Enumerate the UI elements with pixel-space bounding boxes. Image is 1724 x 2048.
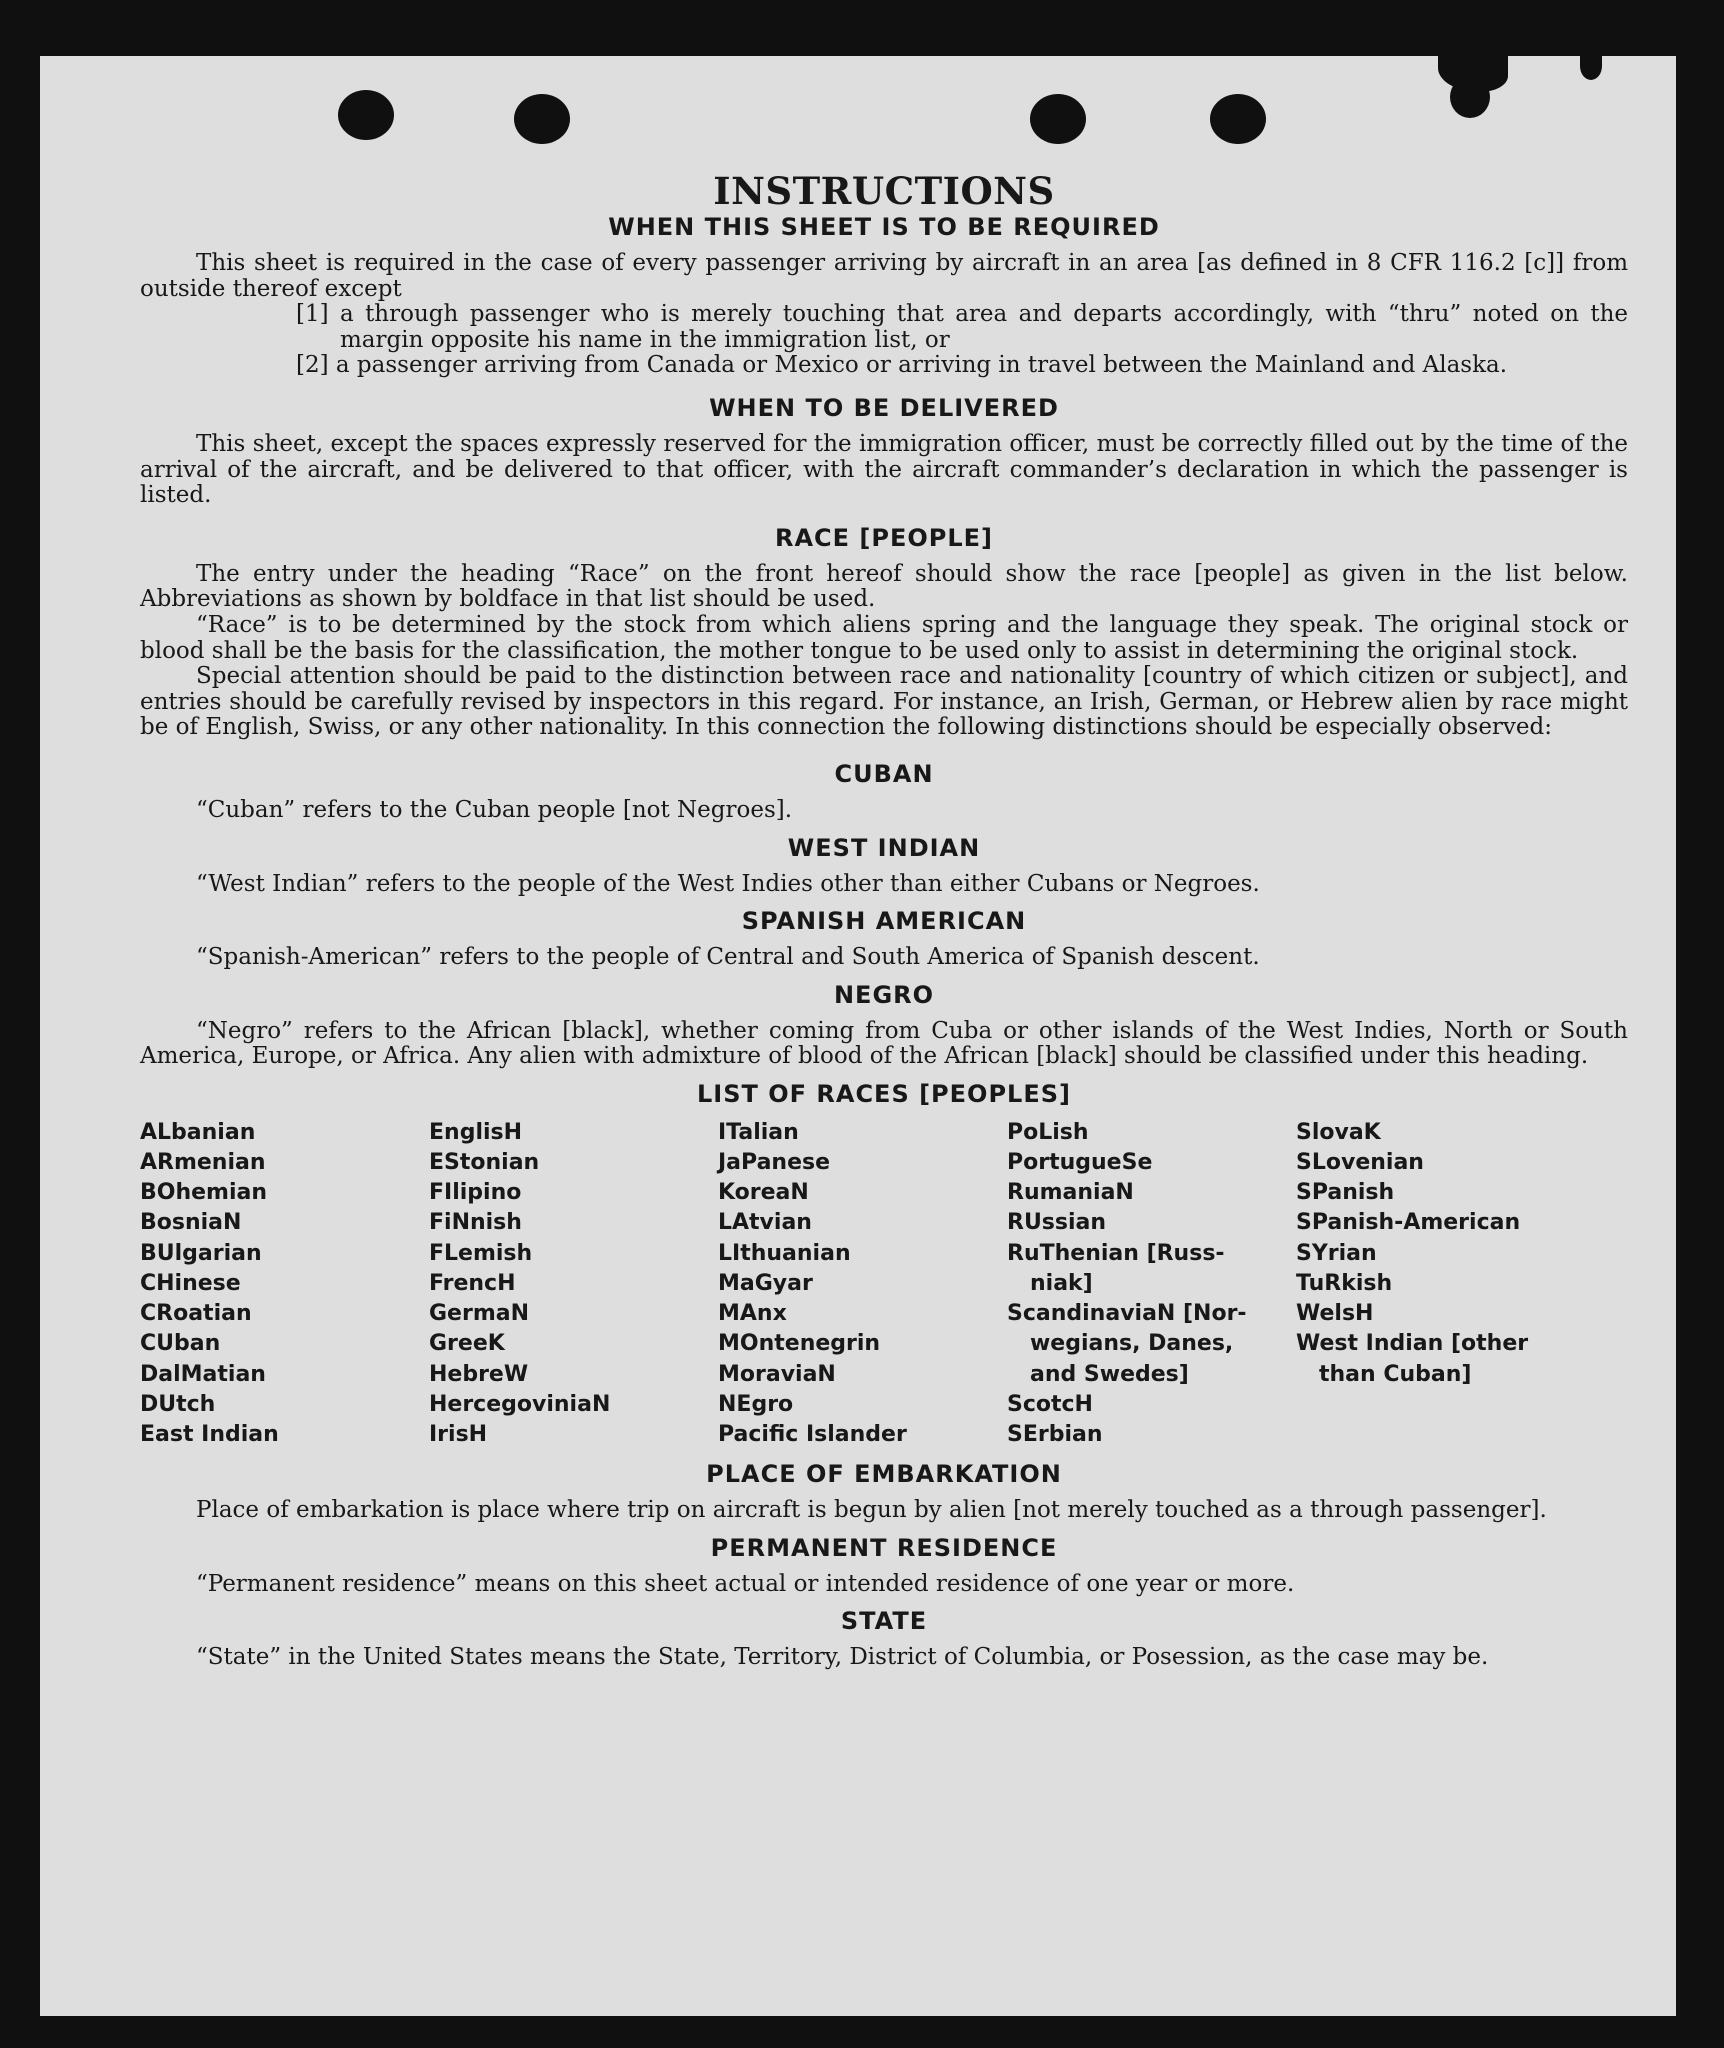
race-entry: GreeK (429, 1331, 505, 1357)
race-entry: MoraviaN (718, 1361, 836, 1387)
race-entry: SErbian (1007, 1421, 1103, 1447)
race-entry: ALbanian (140, 1119, 256, 1145)
race-paragraph-2: “Race” is to be determined by the stock from which aliens spring and the language they speak. The original stock or blood shall be the basis for the classification, the mother tongue to be used only to assist in determining the original stock. (140, 611, 1628, 664)
spanish-american-text: “Spanish-American” refers to the people of Central and South America of Spanish descent. (196, 944, 1260, 971)
negro-text: “Negro” refers to the African [black], whether coming from Cuba or other islands of the West Indies, North or South America, Europe, or Africa. Any alien with admixture of blood of the African [black] should be classified under this heading. (140, 1017, 1628, 1070)
race-entry: FLemish (429, 1240, 533, 1266)
races-list (140, 1118, 1628, 1450)
heading-race: RACE [PEOPLE] (774, 523, 994, 552)
race-entry: BosniaN (140, 1210, 242, 1236)
race-entry: IrisH (429, 1421, 488, 1447)
race-entry: ScandinaviaN [Nor- (1007, 1301, 1247, 1327)
document-sheet (40, 56, 1676, 2016)
heading-permanent-residence: PERMANENT RESIDENCE (710, 1533, 1058, 1562)
race-entry: NEgro (718, 1391, 794, 1417)
race-entry: CUban (140, 1331, 221, 1357)
race-entry: ITalian (718, 1119, 799, 1145)
heading-cuban: CUBAN (834, 759, 934, 788)
race-entry: HercegoviniaN (429, 1391, 611, 1417)
races-column-2 (429, 1118, 718, 1450)
when-delivered-text: This sheet, except the spaces expressly reserved for the immigration officer, must be correctly filled out by the time of the arrival of the aircraft, and be delivered to that officer, with the aircraft commander’s declaration in which the passenger is listed. (140, 430, 1628, 509)
race-entry: GermaN (429, 1301, 530, 1327)
punch-hole (514, 94, 570, 144)
instructions-content (140, 170, 1628, 1671)
race-entry: PortugueSe (1007, 1150, 1153, 1176)
race-entry: Pacific Islander (718, 1421, 907, 1447)
race-entry: MAnx (718, 1301, 787, 1327)
race-entry: PoLish (1007, 1119, 1089, 1145)
race-entry: ScotcH (1007, 1391, 1093, 1417)
race-entry: RUssian (1007, 1210, 1107, 1236)
race-entry: CHinese (140, 1270, 241, 1296)
punch-hole (338, 90, 394, 140)
race-entry: FrencH (429, 1270, 516, 1296)
race-entry: SLovenian (1296, 1150, 1424, 1176)
exception-item-1: [1] a through passenger who is merely touching that area and departs accordingly, with “thru” noted on the margin opposite his name in the immigration list, or (296, 301, 1628, 353)
punch-hole (1210, 94, 1266, 144)
race-entry: and Swedes] (1007, 1361, 1189, 1387)
race-entry: East Indian (140, 1421, 279, 1447)
races-column-3 (718, 1118, 1007, 1450)
race-entry: HebreW (429, 1361, 529, 1387)
race-entry: SPanish-American (1296, 1210, 1521, 1236)
race-entry: FIlipino (429, 1180, 522, 1206)
race-entry: SYrian (1296, 1240, 1377, 1266)
race-entry: CRoatian (140, 1301, 252, 1327)
race-entry: SlovaK (1296, 1119, 1381, 1145)
permanent-residence-text: “Permanent residence” means on this sheet actual or intended residence of one year or more. (196, 1570, 1295, 1597)
race-entry: TuRkish (1296, 1270, 1393, 1296)
race-paragraph-1: The entry under the heading “Race” on the front hereof should show the race [people] as given in the list below. Abbreviations as shown by boldface in that list should be used. (140, 560, 1628, 613)
race-entry: MOntenegrin (718, 1331, 881, 1357)
embarkation-text: Place of embarkation is place where trip on aircraft is begun by alien [not merely touched as a through passenger]. (196, 1497, 1547, 1524)
state-text: “State” in the United States means the State, Territory, District of Columbia, or Posession, as the case may be. (196, 1644, 1489, 1671)
races-column-5 (1296, 1118, 1585, 1450)
race-entry: LIthuanian (718, 1240, 851, 1266)
race-entry: WelsH (1296, 1301, 1374, 1327)
race-paragraph-3: Special attention should be paid to the distinction between race and nationality [country of which citizen or subject], and entries should be carefully revised by inspectors in this regard. For instance, an Irish, German, or Hebrew alien by race might be of English, Swiss, or any other nationality. In this connection the following distinctions should be especially observed: (140, 663, 1628, 741)
race-entry: EnglisH (429, 1119, 523, 1145)
torn-corner (1450, 76, 1490, 118)
race-entry: RumaniaN (1007, 1180, 1134, 1206)
when-required-intro: This sheet is required in the case of every passenger arriving by aircraft in an area [as defined in 8 CFR 116.2 [c]] from outside thereof except (140, 250, 1628, 302)
race-entry: niak] (1007, 1270, 1093, 1296)
torn-corner (1580, 52, 1602, 80)
race-entry: MaGyar (718, 1270, 813, 1296)
race-entry: ARmenian (140, 1150, 266, 1176)
race-entry: BOhemian (140, 1180, 268, 1206)
heading-when-required: WHEN THIS SHEET IS TO BE REQUIRED (608, 213, 1160, 241)
races-column-1 (140, 1118, 429, 1450)
page-title: INSTRUCTIONS (713, 169, 1055, 213)
race-entry: FiNnish (429, 1210, 522, 1236)
race-entry: West Indian [other (1296, 1331, 1529, 1357)
race-entry: JaPanese (718, 1150, 831, 1176)
race-entry: DalMatian (140, 1361, 266, 1387)
race-entry: RuThenian [Russ- (1007, 1240, 1225, 1266)
heading-place-of-embarkation: PLACE OF EMBARKATION (706, 1460, 1062, 1489)
race-entry: SPanish (1296, 1180, 1395, 1206)
punch-hole (1030, 94, 1086, 144)
heading-west-indian: WEST INDIAN (787, 833, 981, 862)
race-entry: BUlgarian (140, 1240, 262, 1266)
race-entry: KoreaN (718, 1180, 809, 1206)
exception-item-2: [2] a passenger arriving from Canada or Mexico or arriving in travel between the Mainland and Alaska. (296, 352, 1508, 379)
races-column-4 (1007, 1118, 1296, 1450)
race-entry: LAtvian (718, 1210, 812, 1236)
race-entry: EStonian (429, 1150, 540, 1176)
cuban-text: “Cuban” refers to the Cuban people [not Negroes]. (196, 796, 793, 823)
race-entry: wegians, Danes, (1007, 1331, 1234, 1357)
race-entry: DUtch (140, 1391, 216, 1417)
heading-negro: NEGRO (833, 980, 935, 1009)
heading-when-delivered: WHEN TO BE DELIVERED (709, 393, 1059, 422)
race-entry: than Cuban] (1296, 1361, 1472, 1387)
west-indian-text: “West Indian” refers to the people of the West Indies other than either Cubans or Negroes. (196, 870, 1260, 897)
heading-state: STATE (840, 1607, 928, 1636)
heading-list-of-races: LIST OF RACES [PEOPLES] (697, 1079, 1071, 1108)
heading-spanish-american: SPANISH AMERICAN (741, 907, 1027, 936)
